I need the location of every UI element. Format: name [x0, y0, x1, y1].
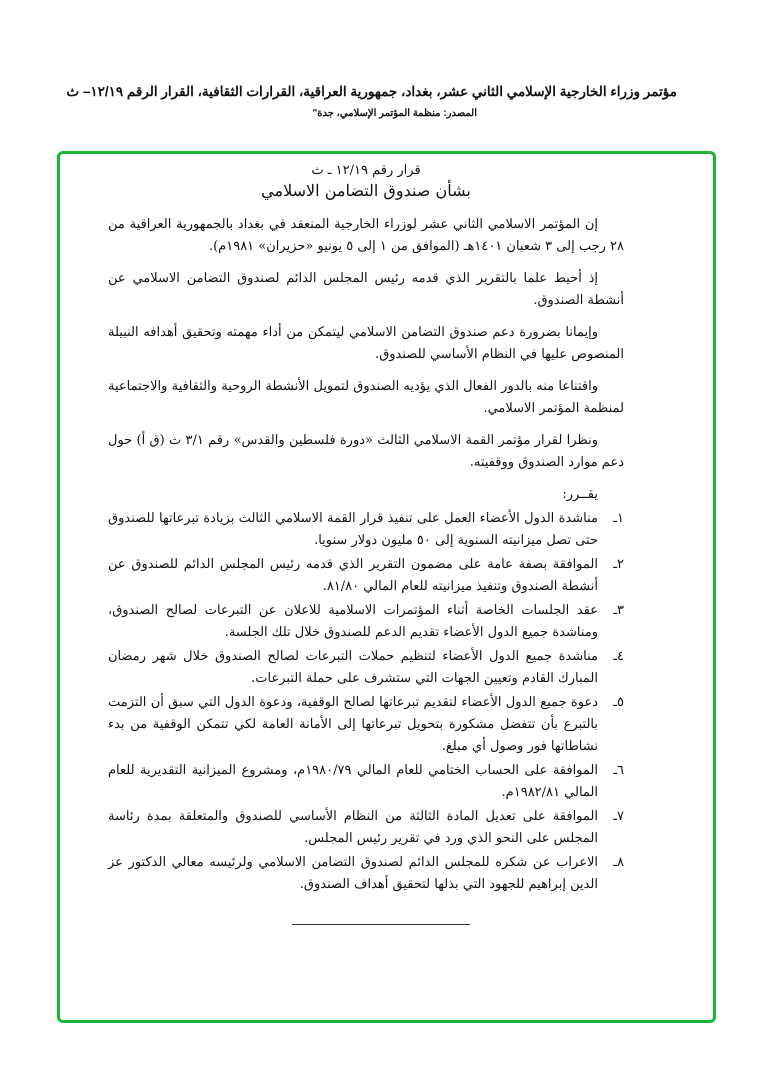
document-header	[0, 84, 777, 119]
preamble-paragraph: إن المؤتمر الاسلامي الثاني عشر لوزراء الخارجية المنعقد في بغداد بالجمهورية العراقية من ٢٨ رجب إلى ٣ شعبان ١٤٠١هـ (الموافق من ١ إلى ٥ يونيو «حزيران» ١٩٨١م).	[108, 217, 624, 254]
item-text: الموافقة على الحساب الختامي للعام المالي ١٩٨٠/٧٩م، ومشروع الميزانية التقديرية للعام المالي ١٩٨٢/٨١م.	[108, 763, 598, 800]
preamble-paragraph: إذ أحيط علما بالتقرير الذي قدمه رئيس المجلس الدائم لصندوق التضامن الاسلامي عن أنشطة الصندوق.	[108, 271, 624, 308]
resolution-items	[108, 508, 624, 896]
item-number: ١ـ	[613, 511, 624, 526]
resolution-item	[108, 646, 624, 690]
header-title: مؤتمر وزراء الخارجية الإسلامي الثاني عشر، بغداد، جمهورية العراقية، القرارات الثقافية، القرار الرقم ١٢/١٩– ث	[66, 84, 677, 99]
header-source: المصدر: منظمة المؤتمر الإسلامي، جدة"	[312, 108, 477, 119]
item-text: الموافقة على تعديل المادة الثالثة من النظام الأساسي للصندوق والمتعلقة بمدة رئاسة المجلس على النحو الذي ورد في تقرير رئيس المجلس.	[108, 809, 598, 846]
item-text: الاعراب عن شكره للمجلس الدائم لصندوق التضامن الاسلامي ولرئيسه معالي الدكتور عز الدين إبراهيم للجهود التي بذلها لتحقيق أهداف الصندوق.	[108, 855, 598, 892]
item-text: مناشدة الدول الأعضاء العمل على تنفيذ قرار القمة الاسلامي الثالث بزيادة تبرعاتها للصندوق حتى تصل ميزانيته السنوية إلى ٥٠ مليون دولار سنويا.	[108, 511, 598, 548]
resolution-item	[108, 692, 624, 758]
resolution-item	[108, 600, 624, 644]
resolution-number: قرار رقم ١٢/١٩ ـ ث	[311, 163, 421, 178]
item-text: مناشدة جميع الدول الأعضاء لتنظيم حملات التبرعات لصالح الصندوق خلال شهر رمضان المبارك القادم وتعيين الجهات التي ستشرف على حملة التبرعات.	[108, 649, 598, 686]
item-number: ٢ـ	[613, 557, 624, 572]
preamble-paragraph: ونظرا لقرار مؤتمر القمة الاسلامي الثالث «دورة فلسطين والقدس» رقم ٣/١ ث (ق أ) حول دعم موارد الصندوق ووقفيته.	[108, 433, 624, 470]
closing-rule	[292, 924, 470, 925]
item-number: ٣ـ	[613, 603, 624, 618]
resolution-item	[108, 554, 624, 598]
item-text: عقد الجلسات الخاصة أثناء المؤتمرات الاسلامية للاعلان عن التبرعات لصالح الصندوق، ومناشدة جميع الدول الأعضاء تقديم الدعم للصندوق خلال تلك الجلسة.	[108, 603, 598, 640]
item-text: الموافقة بصفة عامة على مضمون التقرير الذي قدمه رئيس المجلس الدائم للصندوق عن أنشطة الصندوق وتنفيذ ميزانيته للعام المالي ٨١/٨٠.	[108, 557, 598, 594]
preamble-paragraph: واقتناعا منه بالدور الفعال الذي يؤديه الصندوق لتمويل الأنشطة الروحية والثقافية والاجتماعية لمنظمة المؤتمر الاسلامي.	[108, 379, 624, 416]
item-number: ٦ـ	[613, 763, 624, 778]
item-number: ٨ـ	[613, 855, 624, 870]
item-text: دعوة جميع الدول الأعضاء لتقديم تبرعاتها لصالح الوقفية، ودعوة الدول التي سبق أن التزمت بالتبرع بأن تتفضل مشكورة بتحويل تبرعاتها إلى الأمانة العامة لكي تتمكن الوقفية من بدء نشاطاتها فور وصول أي مبلغ.	[108, 695, 599, 754]
resolution-item	[108, 508, 624, 552]
preamble-paragraph: وإيمانا بضرورة دعم صندوق التضامن الاسلامي ليتمكن من أداء مهمته وتحقيق أهدافه النبيلة المنصوص عليها في النظام الأساسي للصندوق.	[108, 325, 624, 362]
item-number: ٧ـ	[613, 809, 624, 824]
item-number: ٤ـ	[613, 649, 624, 664]
resolution-title: بشأن صندوق التضامن الاسلامي	[261, 181, 471, 200]
item-number: ٥ـ	[613, 695, 624, 710]
scanned-document	[108, 162, 624, 898]
resolution-item	[108, 852, 624, 896]
resolution-item	[108, 760, 624, 804]
resolution-item	[108, 806, 624, 850]
decides-label: يقــرر:	[562, 487, 598, 502]
